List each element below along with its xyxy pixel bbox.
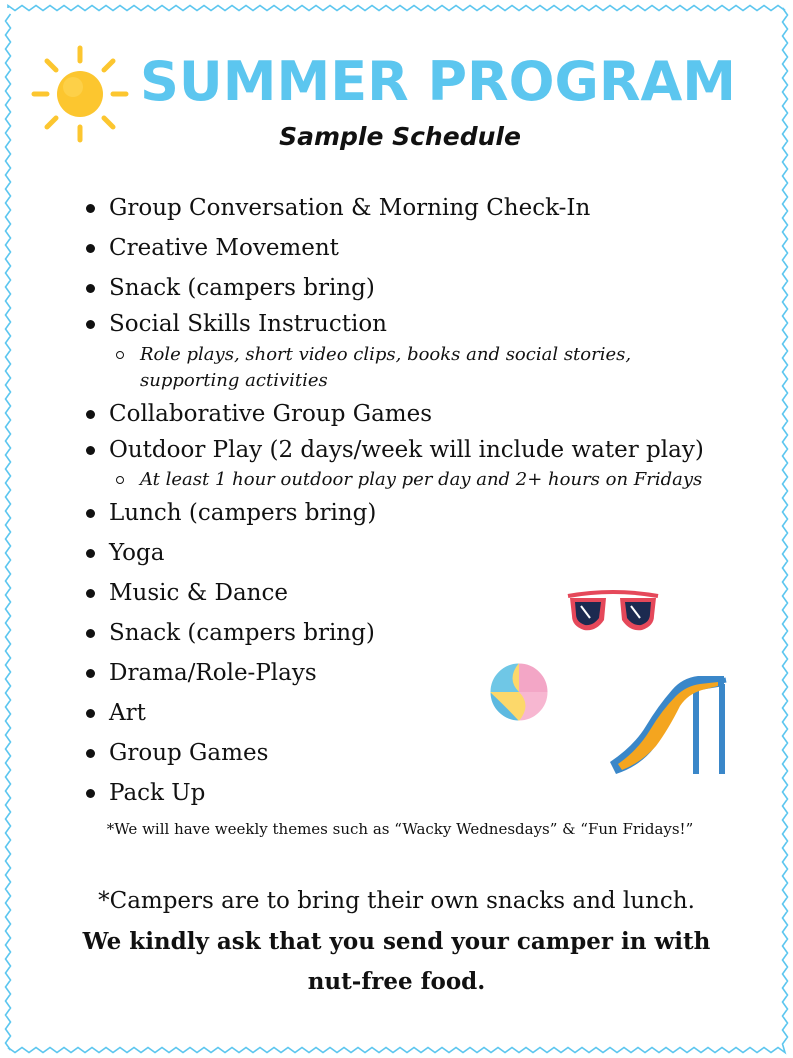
nut-free-request-line-1: We kindly ask that you send your camper in with (82, 928, 711, 955)
nut-free-request-line-2: nut-free food. (307, 968, 486, 995)
beach-ball-icon (488, 661, 550, 723)
page-subtitle: Sample Schedule (279, 122, 521, 151)
sub-list-item-continued: supporting activities (140, 370, 328, 391)
sub-list-item: At least 1 hour outdoor play per day and 2+ hours on Fridays (140, 467, 760, 493)
water-slide-icon (606, 666, 730, 776)
sub-list-item: Role plays, short video clips, books and social stories, (140, 342, 760, 368)
sunglasses-icon (566, 586, 660, 636)
themes-note: *We will have weekly themes such as “Wacky Wednesdays” & “Fun Fridays!” (106, 820, 694, 838)
sun-icon (30, 44, 130, 144)
page-title: SUMMER PROGRAM (140, 50, 736, 113)
snack-note: *Campers are to bring their own snacks and lunch. (98, 888, 695, 914)
